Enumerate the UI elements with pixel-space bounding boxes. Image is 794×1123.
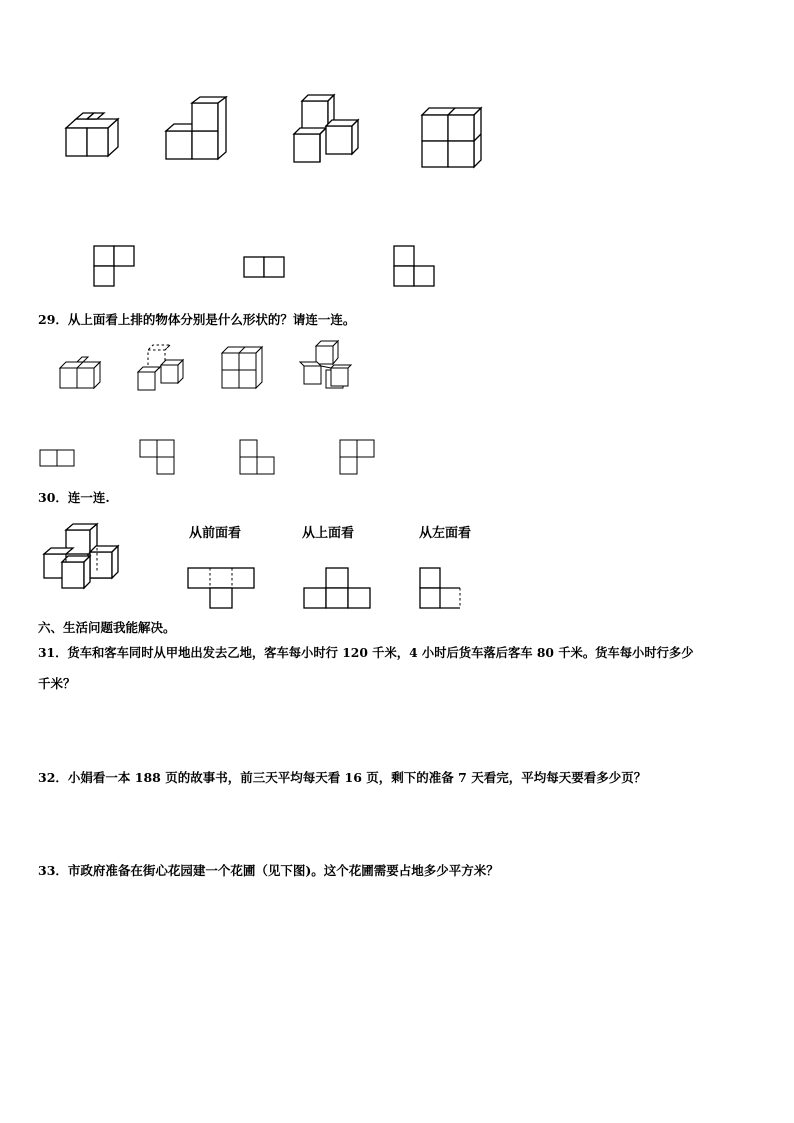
q29-cube-figure-4 — [298, 338, 356, 392]
q30-cube-figure — [40, 520, 140, 594]
q29-cube-figure-3 — [218, 344, 270, 392]
q29-cube-figure-1 — [56, 352, 106, 392]
label-front-view: 从前面看 — [189, 526, 242, 541]
top-cube-figure-3 — [288, 92, 363, 167]
section-6-title: 六、生活问题我能解决。 — [38, 620, 176, 635]
q30-view-left — [418, 562, 468, 612]
q29-view-shape-3 — [238, 438, 278, 478]
q29-view-shape-2 — [138, 438, 178, 478]
q29-view-shape-4 — [338, 438, 378, 478]
question-33-text: 33．市政府准备在街心花园建一个花圃（见下图)。这个花圃需要占地多少平方米？ — [38, 863, 499, 878]
q29-view-shape-1 — [38, 448, 78, 470]
top-view-shape-1 — [92, 244, 138, 288]
top-cube-figure-4 — [416, 103, 488, 171]
question-29-text: 29．从上面看上排的物体分别是什么形状的？请连一连。 — [38, 312, 356, 327]
top-cube-figure-2 — [160, 95, 235, 165]
q30-view-top — [302, 562, 374, 612]
top-view-shape-3 — [392, 244, 438, 288]
top-cube-figure-1 — [60, 108, 130, 163]
question-30-text: 30．连一连. — [38, 490, 110, 505]
top-view-shape-2 — [242, 255, 288, 279]
q29-cube-figure-2 — [134, 342, 190, 394]
label-left-view: 从左面看 — [419, 526, 472, 541]
q30-view-front — [186, 562, 258, 612]
question-31-line-2: 千米？ — [38, 676, 76, 691]
label-top-view: 从上面看 — [302, 526, 355, 541]
question-32-text: 32．小娟看一本 188 页的故事书，前三天平均每天看 16 页，剩下的准备 7 天看完，平均每天要看多少页？ — [38, 770, 647, 785]
question-31-line-1: 31．货车和客车同时从甲地出发去乙地，客车每小时行 120 千米，4 小时后货车落后客车 80 千米。货车每小时行多少 — [38, 645, 694, 660]
